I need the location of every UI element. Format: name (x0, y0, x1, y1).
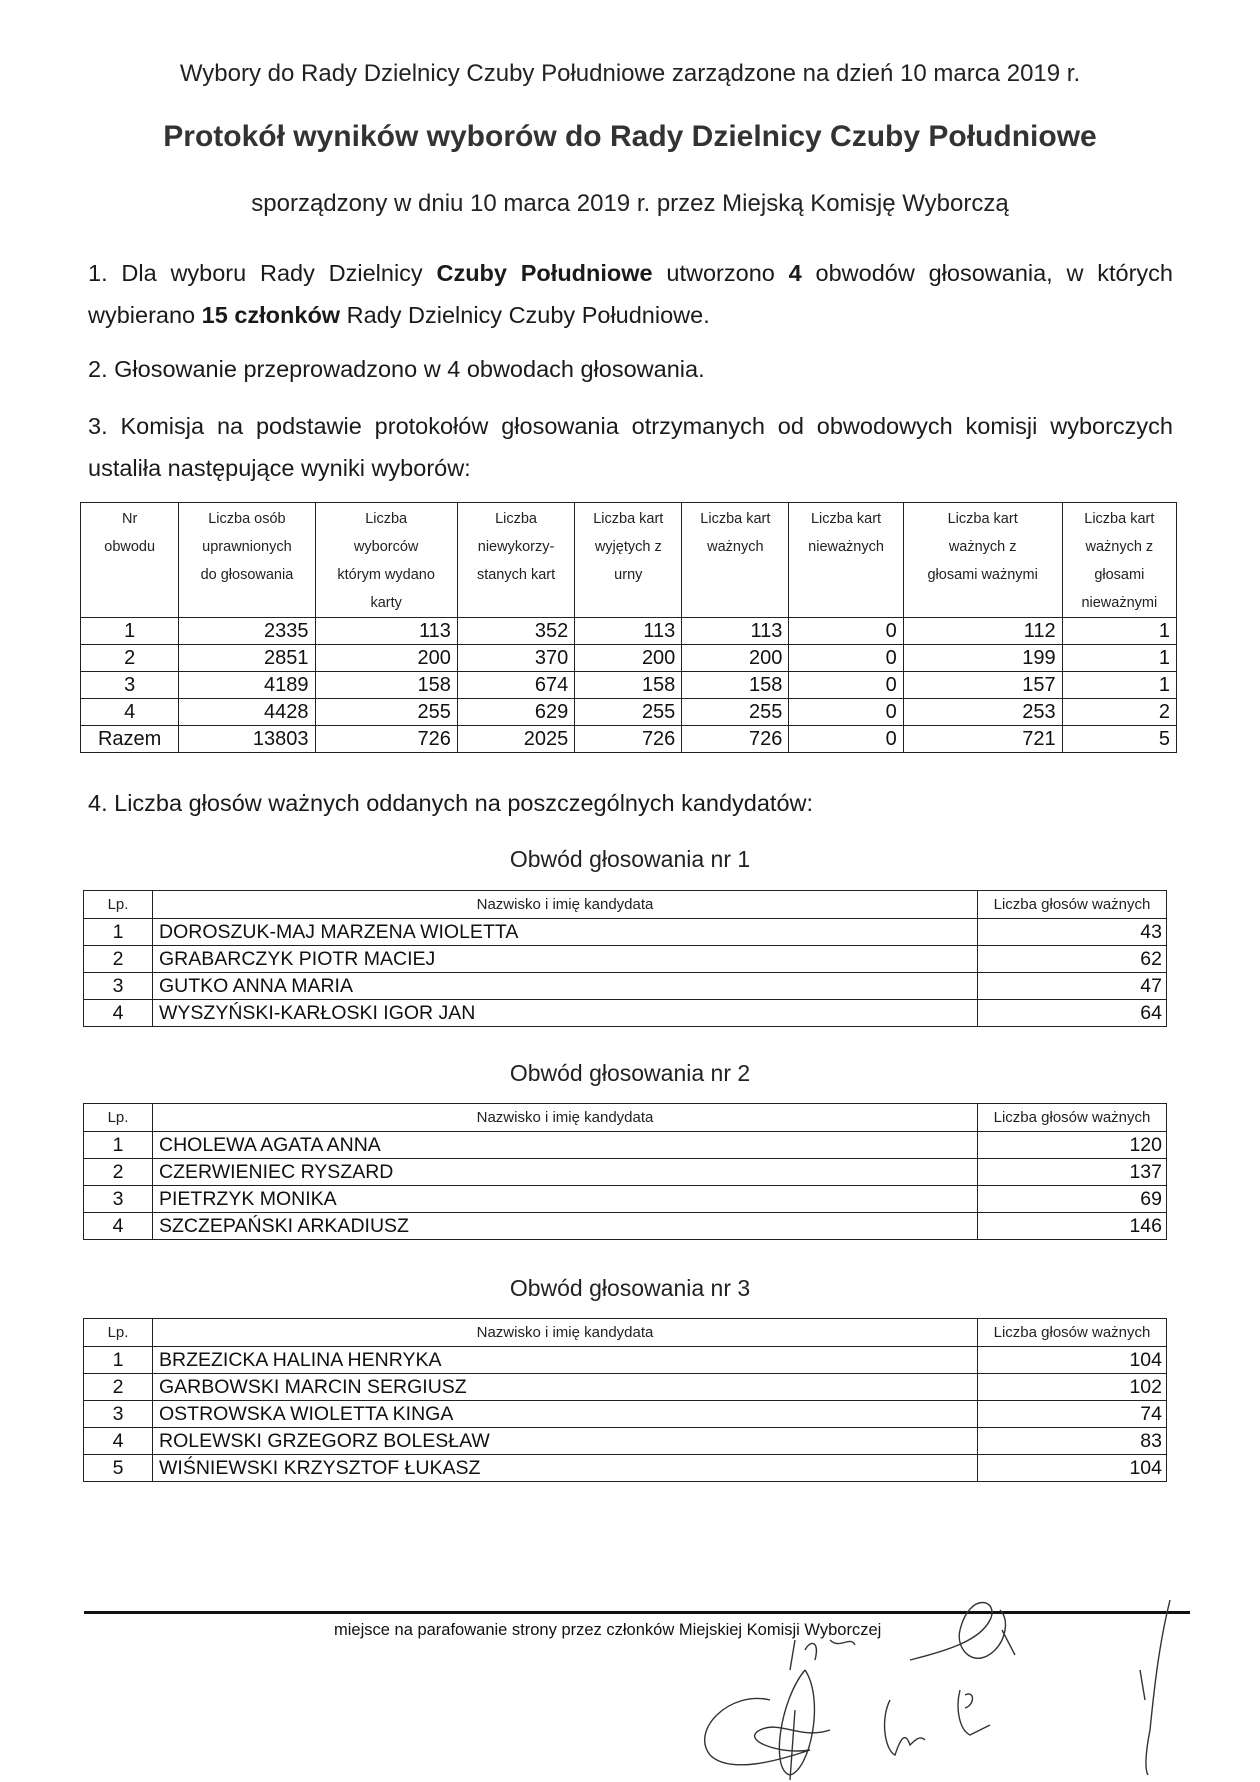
signature-mark (779, 1670, 814, 1780)
header-line: nieważnych (808, 539, 884, 555)
signature-mark (910, 1603, 1015, 1661)
handwritten-signatures (630, 1580, 1230, 1780)
candidate-lp: 2 (84, 946, 153, 973)
members-count: 15 członków (201, 302, 341, 328)
candidate-row (84, 919, 1167, 946)
candidate-lp: 1 (84, 919, 153, 946)
header-line: Liczba (365, 511, 408, 527)
name-header: Nazwisko i imię kandydata (153, 1319, 978, 1347)
point-1-text: 1. Dla wyboru Rady Dzielnicy (88, 260, 437, 286)
candidate-name: CZERWIENIEC RYSZARD (153, 1159, 978, 1186)
header-line: ważnych z (1085, 539, 1154, 555)
district-1-title: Obwód głosowania nr 1 (509, 846, 751, 872)
point-1-text: obwodów głosowania, w których wybierano (88, 260, 1174, 328)
summary-cell: 253 (903, 699, 1062, 726)
summary-cell: 726 (575, 726, 682, 753)
candidate-row (84, 1428, 1167, 1455)
summary-column-header (682, 503, 789, 618)
header-line: Nr (122, 511, 138, 527)
header-line: do głosowania (200, 567, 294, 583)
signature-mark (705, 1698, 830, 1764)
summary-cell: 1 (1062, 645, 1176, 672)
candidate-row (84, 1401, 1167, 1428)
candidate-header-row (84, 1319, 1167, 1347)
summary-cell: 2851 (179, 645, 315, 672)
header-line: Liczba (495, 511, 537, 527)
summary-row (81, 645, 1177, 672)
signature-mark (790, 1640, 855, 1670)
summary-cell: 352 (457, 618, 574, 645)
summary-cell: 370 (457, 645, 574, 672)
candidate-row (84, 1159, 1167, 1186)
header-line: Liczba osób (208, 511, 286, 527)
candidate-lp: 1 (84, 1132, 153, 1159)
summary-header-row (81, 503, 1177, 618)
name-header: Nazwisko i imię kandydata (153, 891, 978, 919)
candidate-row (84, 1000, 1167, 1027)
candidate-lp: 4 (84, 1000, 153, 1027)
header-line: głosami ważnymi (927, 567, 1038, 583)
summary-row (81, 699, 1177, 726)
candidate-votes: 137 (978, 1159, 1167, 1186)
header-line: wyborców (353, 539, 419, 555)
candidate-row (84, 1132, 1167, 1159)
summary-cell: 200 (575, 645, 682, 672)
summary-cell: 157 (903, 672, 1062, 699)
candidate-header-row (84, 1104, 1167, 1132)
summary-cell: 13803 (179, 726, 315, 753)
district-2-candidates-table (83, 1103, 1167, 1240)
summary-cell: 158 (315, 672, 457, 699)
summary-cell: 2 (1062, 699, 1176, 726)
district-1-candidates-table (83, 890, 1167, 1027)
header-line: wyjętych z (594, 539, 662, 555)
candidate-name: WYSZYŃSKI-KARŁOSKI IGOR JAN (153, 1000, 978, 1027)
candidate-lp: 3 (84, 1186, 153, 1213)
summary-column-header (903, 503, 1062, 618)
summary-cell: 726 (315, 726, 457, 753)
votes-header: Liczba głosów ważnych (978, 891, 1167, 919)
candidate-votes: 146 (978, 1213, 1167, 1240)
summary-row (81, 672, 1177, 699)
candidate-votes: 104 (978, 1347, 1167, 1374)
lp-header: Lp. (84, 891, 153, 919)
header-line: urny (614, 567, 643, 583)
summary-cell: 255 (315, 699, 457, 726)
header-line: karty (370, 595, 402, 611)
candidate-name: OSTROWSKA WIOLETTA KINGA (153, 1401, 978, 1428)
candidate-name: DOROSZUK-MAJ MARZENA WIOLETTA (153, 919, 978, 946)
district-name: Czuby Południowe (436, 260, 653, 286)
candidate-row (84, 1455, 1167, 1482)
header-line: ważnych (707, 539, 764, 555)
point-2: 2. Głosowanie przeprowadzono w 4 obwodach głosowania. (88, 356, 705, 382)
district-3-candidates-table (83, 1318, 1167, 1482)
candidate-name: PIETRZYK MONIKA (153, 1186, 978, 1213)
summary-cell: 629 (457, 699, 574, 726)
candidate-lp: 2 (84, 1159, 153, 1186)
point-1-text: Rady Dzielnicy Czuby Południowe. (340, 302, 710, 328)
summary-cell: 2335 (179, 618, 315, 645)
summary-cell: 5 (1062, 726, 1176, 753)
summary-cell: 0 (789, 645, 903, 672)
summary-column-header (457, 503, 574, 618)
summary-column-header (789, 503, 903, 618)
summary-results-table (80, 502, 1177, 753)
summary-cell: 255 (575, 699, 682, 726)
votes-header: Liczba głosów ważnych (978, 1104, 1167, 1132)
summary-cell: 0 (789, 726, 903, 753)
summary-cell: Razem (81, 726, 179, 753)
summary-cell: 113 (682, 618, 789, 645)
summary-cell: 0 (789, 699, 903, 726)
candidate-votes: 104 (978, 1455, 1167, 1482)
summary-cell: 199 (903, 645, 1062, 672)
signature-mark (958, 1690, 990, 1735)
summary-cell: 113 (575, 618, 682, 645)
candidate-name: WIŚNIEWSKI KRZYSZTOF ŁUKASZ (153, 1455, 978, 1482)
summary-total-row (81, 726, 1177, 753)
header-line: Liczba kart (700, 511, 771, 527)
candidate-lp: 5 (84, 1455, 153, 1482)
header-line: głosami (1094, 567, 1145, 583)
header-line: uprawnionych (202, 539, 292, 555)
candidate-row (84, 1374, 1167, 1401)
candidate-name: ROLEWSKI GRZEGORZ BOLESŁAW (153, 1428, 978, 1455)
candidate-name: GARBOWSKI MARCIN SERGIUSZ (153, 1374, 978, 1401)
document-subtitle: sporządzony w dniu 10 marca 2019 r. przez Miejską Komisję Wyborczą (251, 190, 1009, 217)
header-line: Liczba kart (593, 511, 664, 527)
candidate-lp: 1 (84, 1347, 153, 1374)
candidate-lp: 4 (84, 1428, 153, 1455)
summary-cell: 255 (682, 699, 789, 726)
summary-cell: 0 (789, 672, 903, 699)
summary-cell: 113 (315, 618, 457, 645)
header-line: Liczba kart (810, 511, 882, 527)
header-line: nieważnymi (1081, 595, 1158, 611)
point-3: 3. Komisja na podstawie protokołów głosowania otrzymanych od obwodowych komisji wyborczych ustaliła następujące wyniki wyborów: (88, 413, 1173, 481)
district-2-title: Obwód głosowania nr 2 (509, 1060, 751, 1086)
candidate-row (84, 1213, 1167, 1240)
summary-cell: 112 (903, 618, 1062, 645)
election-announcement: Wybory do Rady Dzielnicy Czuby Południowe zarządzone na dzień 10 marca 2019 r. (179, 60, 1081, 87)
summary-cell: 1 (81, 618, 179, 645)
summary-cell: 4428 (179, 699, 315, 726)
lp-header: Lp. (84, 1319, 153, 1347)
lp-header: Lp. (84, 1104, 153, 1132)
summary-cell: 158 (575, 672, 682, 699)
candidate-votes: 62 (978, 946, 1167, 973)
candidate-name: CHOLEWA AGATA ANNA (153, 1132, 978, 1159)
summary-cell: 3 (81, 672, 179, 699)
candidate-votes: 64 (978, 1000, 1167, 1027)
name-header: Nazwisko i imię kandydata (153, 1104, 978, 1132)
candidate-lp: 3 (84, 1401, 153, 1428)
candidate-votes: 83 (978, 1428, 1167, 1455)
summary-cell: 2 (81, 645, 179, 672)
candidate-row (84, 973, 1167, 1000)
summary-cell: 1 (1062, 672, 1176, 699)
candidate-row (84, 946, 1167, 973)
district-count: 4 (788, 260, 802, 286)
summary-column-header (81, 503, 179, 618)
candidate-name: GRABARCZYK PIOTR MACIEJ (153, 946, 978, 973)
summary-cell: 158 (682, 672, 789, 699)
header-line: którym wydano (337, 567, 435, 583)
summary-column-header (1062, 503, 1176, 618)
summary-cell: 721 (903, 726, 1062, 753)
summary-cell: 726 (682, 726, 789, 753)
signature-mark (1140, 1600, 1170, 1775)
summary-column-header (315, 503, 457, 618)
header-line: Liczba kart (947, 511, 1018, 527)
point-4: 4. Liczba głosów ważnych oddanych na poszczególnych kandydatów: (88, 790, 814, 816)
candidate-row (84, 1347, 1167, 1374)
candidate-header-row (84, 891, 1167, 919)
header-line: niewykorzy- (477, 539, 555, 555)
summary-cell: 1 (1062, 618, 1176, 645)
point-1-text: utworzono (652, 260, 789, 286)
district-3-title: Obwód głosowania nr 3 (509, 1275, 751, 1301)
candidate-votes: 120 (978, 1132, 1167, 1159)
candidate-votes: 69 (978, 1186, 1167, 1213)
candidate-votes: 43 (978, 919, 1167, 946)
candidate-lp: 2 (84, 1374, 153, 1401)
summary-cell: 200 (682, 645, 789, 672)
candidate-lp: 3 (84, 973, 153, 1000)
header-line: obwodu (104, 539, 156, 555)
candidate-name: SZCZEPAŃSKI ARKADIUSZ (153, 1213, 978, 1240)
candidate-name: BRZEZICKA HALINA HENRYKA (153, 1347, 978, 1374)
signature-mark (885, 1700, 925, 1755)
candidate-votes: 47 (978, 973, 1167, 1000)
votes-header: Liczba głosów ważnych (978, 1319, 1167, 1347)
header-line: stanych kart (476, 567, 556, 583)
candidate-votes: 102 (978, 1374, 1167, 1401)
summary-cell: 200 (315, 645, 457, 672)
summary-cell: 2025 (457, 726, 574, 753)
header-line: ważnych z (948, 539, 1017, 555)
point-1 (88, 252, 1173, 336)
candidate-name: GUTKO ANNA MARIA (153, 973, 978, 1000)
summary-cell: 0 (789, 618, 903, 645)
summary-column-header (575, 503, 682, 618)
summary-row (81, 618, 1177, 645)
document-title: Protokół wyników wyborów do Rady Dzielnicy Czuby Południowe (163, 120, 1097, 153)
candidate-votes: 74 (978, 1401, 1167, 1428)
summary-column-header (179, 503, 315, 618)
summary-cell: 674 (457, 672, 574, 699)
initials-caption: miejsce na parafowanie strony przez członków Miejskiej Komisji Wyborczej (334, 1621, 882, 1639)
candidate-lp: 4 (84, 1213, 153, 1240)
candidate-row (84, 1186, 1167, 1213)
summary-cell: 4189 (179, 672, 315, 699)
header-line: Liczba kart (1084, 511, 1155, 527)
summary-cell: 4 (81, 699, 179, 726)
